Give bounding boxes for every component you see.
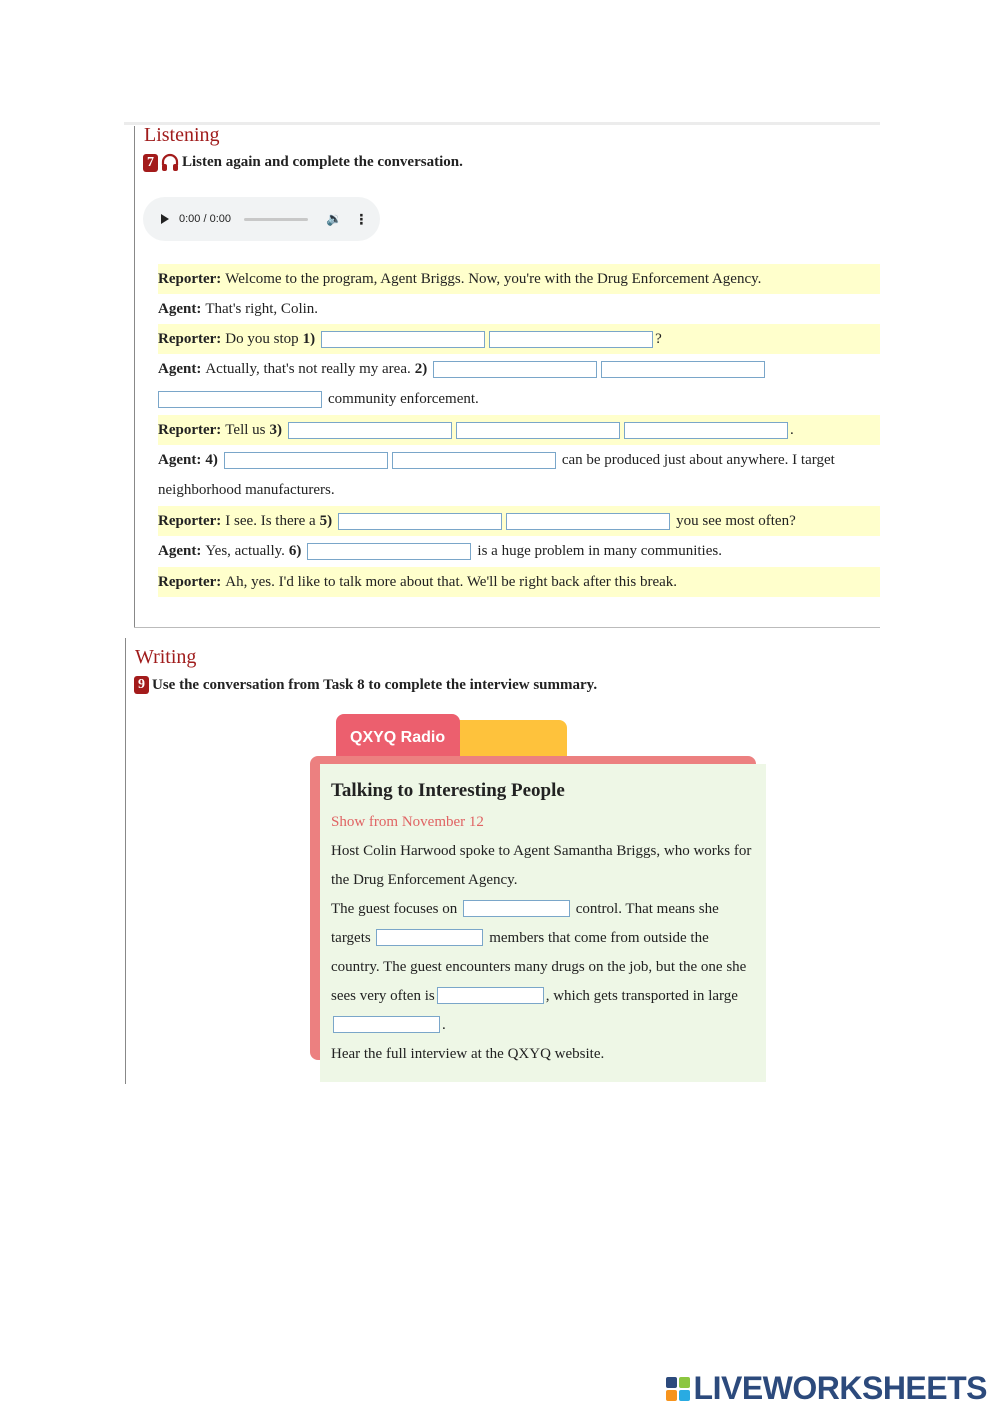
- card-tab-yellow: [452, 720, 567, 760]
- answer-input-1b[interactable]: [489, 331, 653, 348]
- answer-input-5b[interactable]: [506, 513, 670, 530]
- speaker-label: Reporter:: [158, 270, 222, 287]
- answer-input-3a[interactable]: [288, 422, 452, 439]
- liveworksheets-logo: [666, 1370, 987, 1407]
- summary-input-4[interactable]: [333, 1016, 440, 1033]
- listening-border-left: [134, 126, 135, 628]
- line-text: Yes, actually.: [205, 542, 285, 559]
- line-text: you see most often?: [676, 512, 796, 529]
- blank-number: 2): [414, 360, 428, 377]
- task-number-badge: 9: [134, 676, 149, 694]
- blank-number: 5): [319, 512, 333, 529]
- conversation-line-8: [158, 475, 880, 505]
- speaker-label: Reporter:: [158, 512, 222, 529]
- speaker-label: Reporter:: [158, 330, 222, 347]
- summary-input-2[interactable]: [376, 929, 483, 946]
- blank-number: 4): [205, 451, 218, 468]
- top-divider: [124, 122, 880, 125]
- answer-input-5a[interactable]: [338, 513, 502, 530]
- answer-input-1a[interactable]: [321, 331, 485, 348]
- line-text: Ah, yes. I'd like to talk more about that. We'll be right back after this break.: [225, 573, 678, 590]
- speaker-label: Reporter:: [158, 573, 222, 590]
- radio-tab-label: QXYQ Radio: [350, 729, 446, 746]
- instruction-text: Use the conversation from Task 8 to complete the interview summary.: [152, 676, 598, 693]
- conversation-line-6: [158, 415, 880, 445]
- answer-input-2c[interactable]: [158, 391, 322, 408]
- line-text: neighborhood manufacturers.: [158, 481, 335, 498]
- writing-title: Writing: [135, 646, 197, 668]
- summary-input-1[interactable]: [463, 900, 570, 917]
- more-options-icon[interactable]: ⋮: [354, 210, 369, 227]
- conversation-line-2: [158, 294, 880, 324]
- task-number-badge: 7: [143, 154, 158, 172]
- blank-number: 6): [288, 542, 302, 559]
- answer-input-4b[interactable]: [392, 452, 556, 469]
- line-text: Actually, that's not really my area.: [205, 360, 411, 377]
- interview-summary-card: [320, 764, 766, 1082]
- conversation-line-3: [158, 324, 880, 354]
- line-text: can be produced just about anywhere. I target: [561, 451, 835, 468]
- speaker-label: Reporter:: [158, 421, 222, 438]
- logo-mark-icon: [666, 1377, 690, 1401]
- line-text: community enforcement.: [328, 390, 479, 407]
- speaker-label: Agent:: [158, 360, 202, 377]
- volume-icon[interactable]: 🔉: [326, 211, 343, 226]
- card-heading: Talking to Interesting People: [331, 780, 565, 801]
- speaker-label: Agent:: [158, 451, 202, 468]
- line-text: That's right, Colin.: [205, 300, 319, 317]
- card-outro: Hear the full interview at the QXYQ website.: [331, 1046, 605, 1062]
- listening-border-bottom: [134, 627, 880, 628]
- conversation-line-7: [158, 445, 880, 475]
- answer-input-2b[interactable]: [601, 361, 765, 378]
- card-subheading: Show from November 12: [331, 814, 484, 830]
- line-text: is a huge problem in many communities.: [477, 542, 722, 559]
- answer-input-2a[interactable]: [433, 361, 597, 378]
- speaker-label: Agent:: [158, 542, 202, 559]
- conversation-line-5: [158, 384, 880, 414]
- card-intro: Host Colin Harwood spoke to Agent Samantha Briggs, who works for the Drug Enforcement Agency.: [331, 843, 752, 888]
- writing-border-left: [125, 638, 126, 1084]
- audio-progress-bar[interactable]: [244, 218, 308, 221]
- writing-instruction: [134, 676, 597, 694]
- audio-time: 0:00 / 0:00: [179, 213, 231, 225]
- answer-input-3b[interactable]: [456, 422, 620, 439]
- summary-input-3[interactable]: [437, 987, 544, 1004]
- headphones-icon: [161, 153, 179, 172]
- logo-text: LIVEWORKSHEETS: [693, 1370, 987, 1406]
- listening-instruction: [143, 153, 463, 172]
- listening-title: Listening: [144, 124, 220, 146]
- line-text: ?: [655, 330, 662, 347]
- line-text: Tell us: [225, 421, 266, 438]
- line-text: Welcome to the program, Agent Briggs. Now, you're with the Drug Enforcement Agency.: [225, 270, 762, 287]
- conversation-line-10: [158, 536, 880, 566]
- conversation-line-4: [158, 354, 880, 384]
- speaker-label: Agent:: [158, 300, 202, 317]
- line-text: .: [790, 421, 794, 438]
- line-text: I see. Is there a: [225, 512, 316, 529]
- answer-input-3c[interactable]: [624, 422, 788, 439]
- instruction-text: Listen again and complete the conversation.: [182, 154, 463, 170]
- conversation-line-1: [158, 264, 880, 294]
- card-summary: The guest focuses on control. That means she targets members that come from outside the country. The guest encounters many drugs on the job, but the one she sees very often is , which gets transported in large .: [331, 901, 747, 1033]
- play-icon[interactable]: [161, 214, 169, 224]
- conversation-line-9: [158, 506, 880, 536]
- answer-input-4a[interactable]: [224, 452, 388, 469]
- blank-number: 3): [269, 421, 282, 438]
- audio-player[interactable]: [143, 197, 380, 241]
- conversation-line-11: [158, 567, 880, 597]
- blank-number: 1): [302, 330, 316, 347]
- line-text: Do you stop: [225, 330, 299, 347]
- answer-input-6[interactable]: [307, 543, 471, 560]
